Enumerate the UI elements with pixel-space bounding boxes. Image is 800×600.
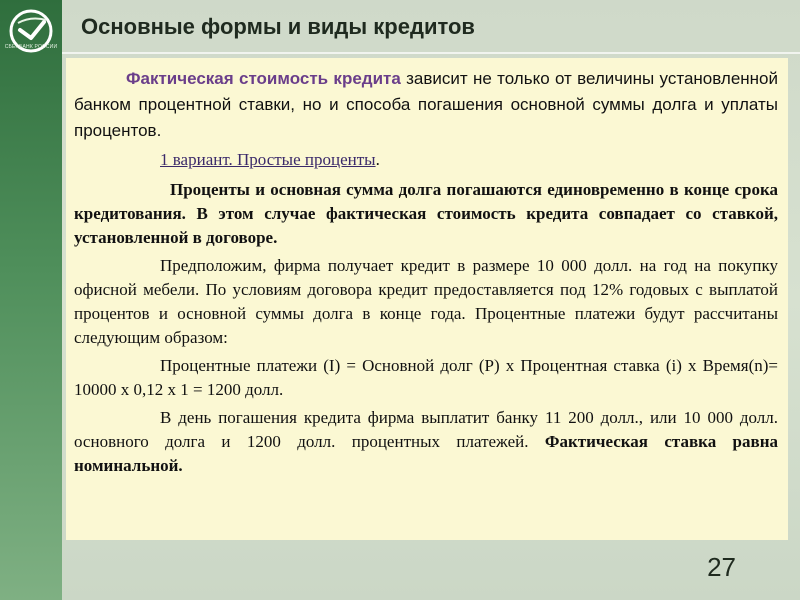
left-band bbox=[0, 0, 62, 600]
simple-interest-paragraph: Проценты и основная сумма долга погашаются единовременно в конце срока кредитования. В этом случае фактическая стоимость кредита совпадает со ставкой, установленной в договоре. bbox=[74, 180, 778, 247]
variant-tail: . bbox=[375, 150, 380, 169]
logo-caption: СБЕРБАНК РОССИИ bbox=[4, 44, 58, 50]
variant-heading bbox=[74, 148, 778, 172]
page-number: 27 bbox=[707, 552, 736, 582]
intro-paragraph bbox=[74, 66, 778, 144]
final-paragraph bbox=[74, 406, 778, 478]
example-paragraph: Предположим, фирма получает кредит в размере 10 000 долл. на год на покупку офисной мебели. По условиям договора кредит предоставляется под 12% годовых с выплатой процентов и основной суммы долга в конце года. Процентные платежи будут рассчитаны следующим образом: bbox=[74, 256, 778, 347]
content-panel bbox=[66, 58, 788, 540]
variant-label: 1 вариант. Простые проценты bbox=[160, 150, 376, 169]
intro-text: зависит не только от величины установленной банком процентной ставки, но и способа погашения основной суммы долга и уплаты процентов. bbox=[74, 69, 778, 140]
final-text: В день погашения кредита фирма выплатит банку 11 200 долл., или 10 000 долл. основного долга и 1200 долл. процентных платежей. bbox=[74, 408, 778, 451]
slide-title: Основные формы и виды кредитов bbox=[81, 14, 475, 39]
final-bold-text: Фактическая ставка равна номинальной. bbox=[74, 432, 778, 475]
formula-paragraph: Процентные платежи (I) = Основной долг (P) х Процентная ставка (i) х Время(n)= 10000 х 0,12 х 1 = 1200 долл. bbox=[74, 356, 778, 399]
intro-accent: Фактическая стоимость кредита bbox=[126, 69, 401, 88]
title-divider bbox=[62, 52, 800, 54]
